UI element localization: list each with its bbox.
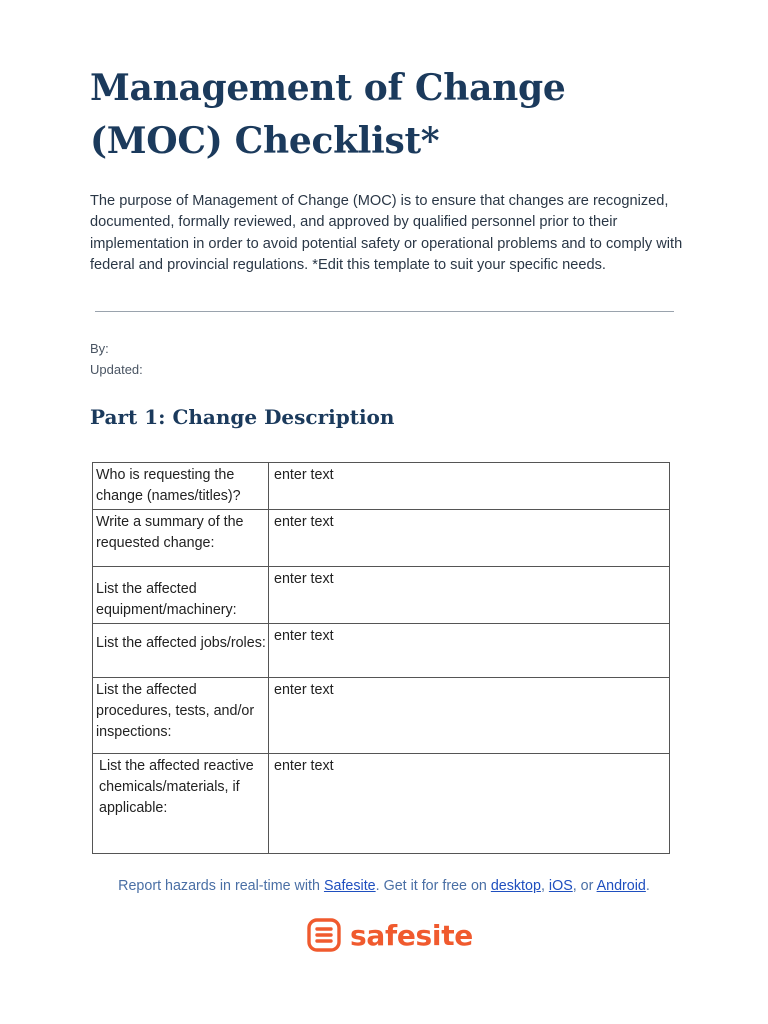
promo-middle: . Get it for free on [375, 878, 491, 894]
by-label: By: [90, 341, 109, 356]
answer-field[interactable]: enter text [269, 754, 670, 854]
table-row [93, 678, 670, 754]
answer-field[interactable]: enter text [269, 510, 670, 567]
answer-field[interactable]: enter text [269, 624, 670, 678]
answer-field[interactable]: enter text [269, 678, 670, 754]
table-row [93, 510, 670, 567]
table-row [93, 624, 670, 678]
safesite-logo-icon [307, 918, 341, 952]
table-row [93, 463, 670, 510]
promo-prefix: Report hazards in real-time with [118, 878, 324, 894]
separator: , or [572, 878, 597, 894]
android-link[interactable]: Android [596, 878, 646, 894]
divider [95, 311, 674, 312]
document-title: Management of Change (MOC) Checklist* [90, 67, 566, 162]
table-row [93, 754, 670, 854]
safesite-logo[interactable] [307, 915, 473, 955]
updated-label: Updated: [90, 362, 143, 377]
question-cell: List the affected reactive chemicals/materials, if applicable: [93, 754, 269, 854]
promo-period: . [645, 878, 650, 894]
answer-field[interactable]: enter text [269, 463, 670, 510]
safesite-logo-text: safesite [350, 918, 473, 952]
promo-line [0, 878, 768, 894]
question-cell: List the affected equipment/machinery: [93, 567, 269, 624]
question-cell: List the affected procedures, tests, and/or inspections: [93, 678, 269, 754]
question-cell: Who is requesting the change (names/titles)? [93, 463, 269, 510]
intro-paragraph: The purpose of Management of Change (MOC) is to ensure that changes are recognized, documented, formally reviewed, and approved by qualified personnel prior to their implementation in order to avoid potential safety or operational problems and to comply with federal and provincial regulations. *Edit this template to suit your specific needs. [90, 193, 683, 274]
table-row [93, 567, 670, 624]
question-cell: Write a summary of the requested change: [93, 510, 269, 567]
answer-field[interactable]: enter text [269, 567, 670, 624]
ios-link[interactable]: iOS [548, 878, 573, 894]
section-heading-part1: Part 1: Change Description [90, 405, 395, 429]
document-meta [90, 338, 143, 380]
desktop-link[interactable]: desktop [490, 878, 541, 894]
separator: , [540, 878, 549, 894]
question-cell: List the affected jobs/roles: [93, 624, 269, 678]
change-description-table [92, 462, 670, 854]
safesite-link[interactable]: Safesite [323, 878, 376, 894]
